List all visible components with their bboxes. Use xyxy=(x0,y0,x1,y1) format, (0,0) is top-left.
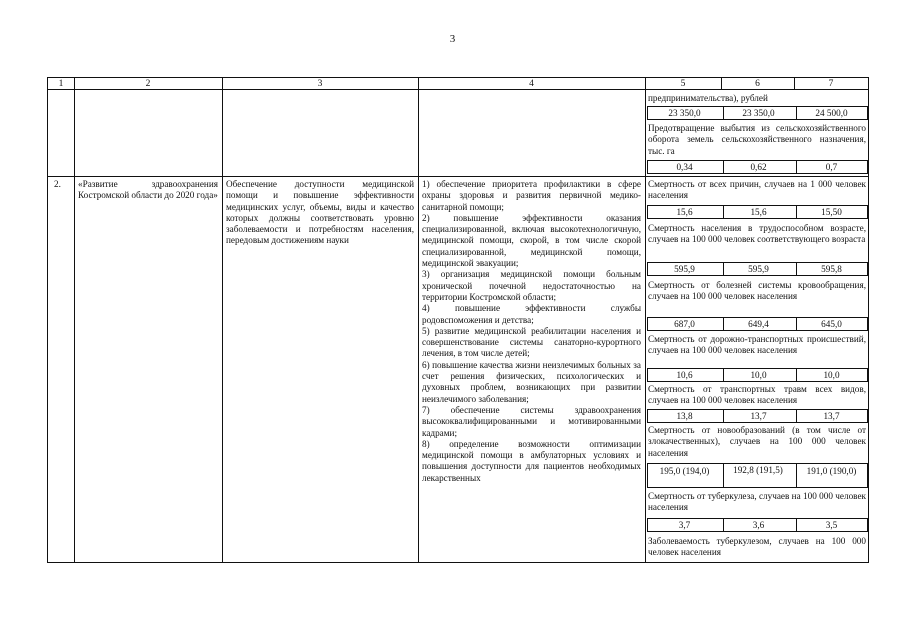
header-col-6: 6 xyxy=(755,79,760,89)
value-cell: 10,0 xyxy=(750,370,767,380)
value-cell: 23 350,0 xyxy=(742,108,775,118)
value-cell: 192,8 (191,5) xyxy=(733,465,783,475)
value-cell: 645,0 xyxy=(821,319,842,329)
value-cell: 0,7 xyxy=(825,162,838,172)
cont-tail-text: предпринимательства), рублей xyxy=(648,93,768,103)
value-cell: 24 500,0 xyxy=(815,108,848,118)
row-number: 2. xyxy=(54,179,61,189)
value-cell: 23 350,0 xyxy=(668,108,701,118)
header-col-3: 3 xyxy=(317,79,323,89)
value-cell: 595,8 xyxy=(821,264,842,274)
value-cell: 687,0 xyxy=(674,319,695,329)
value-cell: 595,9 xyxy=(674,264,695,274)
indicator-label: Заболеваемость туберкулезом, случаев на 100 000 человек населения xyxy=(648,536,866,558)
value-cell: 649,4 xyxy=(748,319,769,329)
value-cell: 13,7 xyxy=(750,411,767,421)
value-cell: 195,0 (194,0) xyxy=(659,466,710,476)
header-col-7: 7 xyxy=(828,79,834,89)
value-cell: 0,62 xyxy=(750,162,767,172)
value-cell: 595,9 xyxy=(748,264,769,274)
indicator-label: Смертность от новообразований (в том числе от злокачественных), случаев на 100 000 человек населения xyxy=(648,425,866,458)
value-cell: 0,34 xyxy=(676,162,693,172)
value-cell: 3,6 xyxy=(752,520,765,530)
indicator-label: Смертность от дорожно-транспортных происшествий, случаев на 100 000 человек населения xyxy=(648,334,866,356)
value-cell: 191,0 (190,0) xyxy=(806,466,857,476)
header-col-4: 4 xyxy=(529,79,534,89)
program-goal: Обеспечение доступности медицинской помощи и повышение эффективности медицинских услуг, объемы, виды и качество которых должны соответствовать уровню заболеваемости и потребностям населения, передовым достижениям науки xyxy=(226,179,414,246)
indicator-label: Смертность от туберкулеза, случаев на 100 000 человек населения xyxy=(648,491,866,513)
indicator-label: Смертность от всех причин, случаев на 1 000 человек населения xyxy=(648,179,866,201)
header-col-1: 1 xyxy=(58,79,64,89)
value-cell: 15,6 xyxy=(676,207,693,217)
value-cell: 15,6 xyxy=(750,207,767,217)
indicator-label: Предотвращение выбытия из сельскохозяйственного оборота земель сельскохозяйственного назначения, тыс. га xyxy=(648,123,866,156)
indicator-label: Смертность от транспортных травм всех видов, случаев на 100 000 человек населения xyxy=(648,384,866,406)
header-col-2: 2 xyxy=(145,79,151,89)
data-table xyxy=(47,77,869,563)
value-cell: 10,6 xyxy=(676,370,693,380)
value-cell: 13,7 xyxy=(823,411,840,421)
value-cell: 3,5 xyxy=(825,520,838,530)
value-cell: 10,0 xyxy=(823,370,840,380)
indicator-label: Смертность населения в трудоспособном возрасте, случаев на 100 000 человек соответствующего возраста xyxy=(648,223,866,245)
page-number: 3 xyxy=(449,33,456,45)
header-col-5: 5 xyxy=(680,79,686,89)
value-cell: 13,8 xyxy=(676,411,693,421)
value-cell: 15,50 xyxy=(821,207,842,217)
program-tasks: 1) обеспечение приоритета профилактики в сфере охраны здоровья и развития первичной медико-санитарной помощи; 2) повышение эффективности оказания специализированной, включая высокотехнологичную, медицинской помощи, скорой, в том числе скорой специализированной, медицинской помощи, медицинской эвакуации; 3) организация медицинской помощи больным хронической почечной недостаточностью на территории Костромской области; 4) повышение эффективности службы родовспоможения и детства; 5) развитие медицинской реабилитации населения и совершенствование системы санаторно-курортного лечения, в том числе детей; 6) повышение качества жизни неизлечимых больных за счет решения физических, психологических и духовных проблем, возникающих при развитии неизлечимого заболевания; 7) обеспечение системы здравоохранения высококвалифицированными и мотивированными кадрами; 8) определение возможности оптимизации медицинской помощи в амбулаторных условиях и повышения доступности для пациентов необходимых лекарственных xyxy=(422,179,641,483)
value-cell: 3,7 xyxy=(678,520,691,530)
program-name: «Развитие здравоохранения Костромской области до 2020 года» xyxy=(78,179,218,201)
indicator-label: Смертность от болезней системы кровообращения, случаев на 100 000 человек населения xyxy=(648,280,866,302)
